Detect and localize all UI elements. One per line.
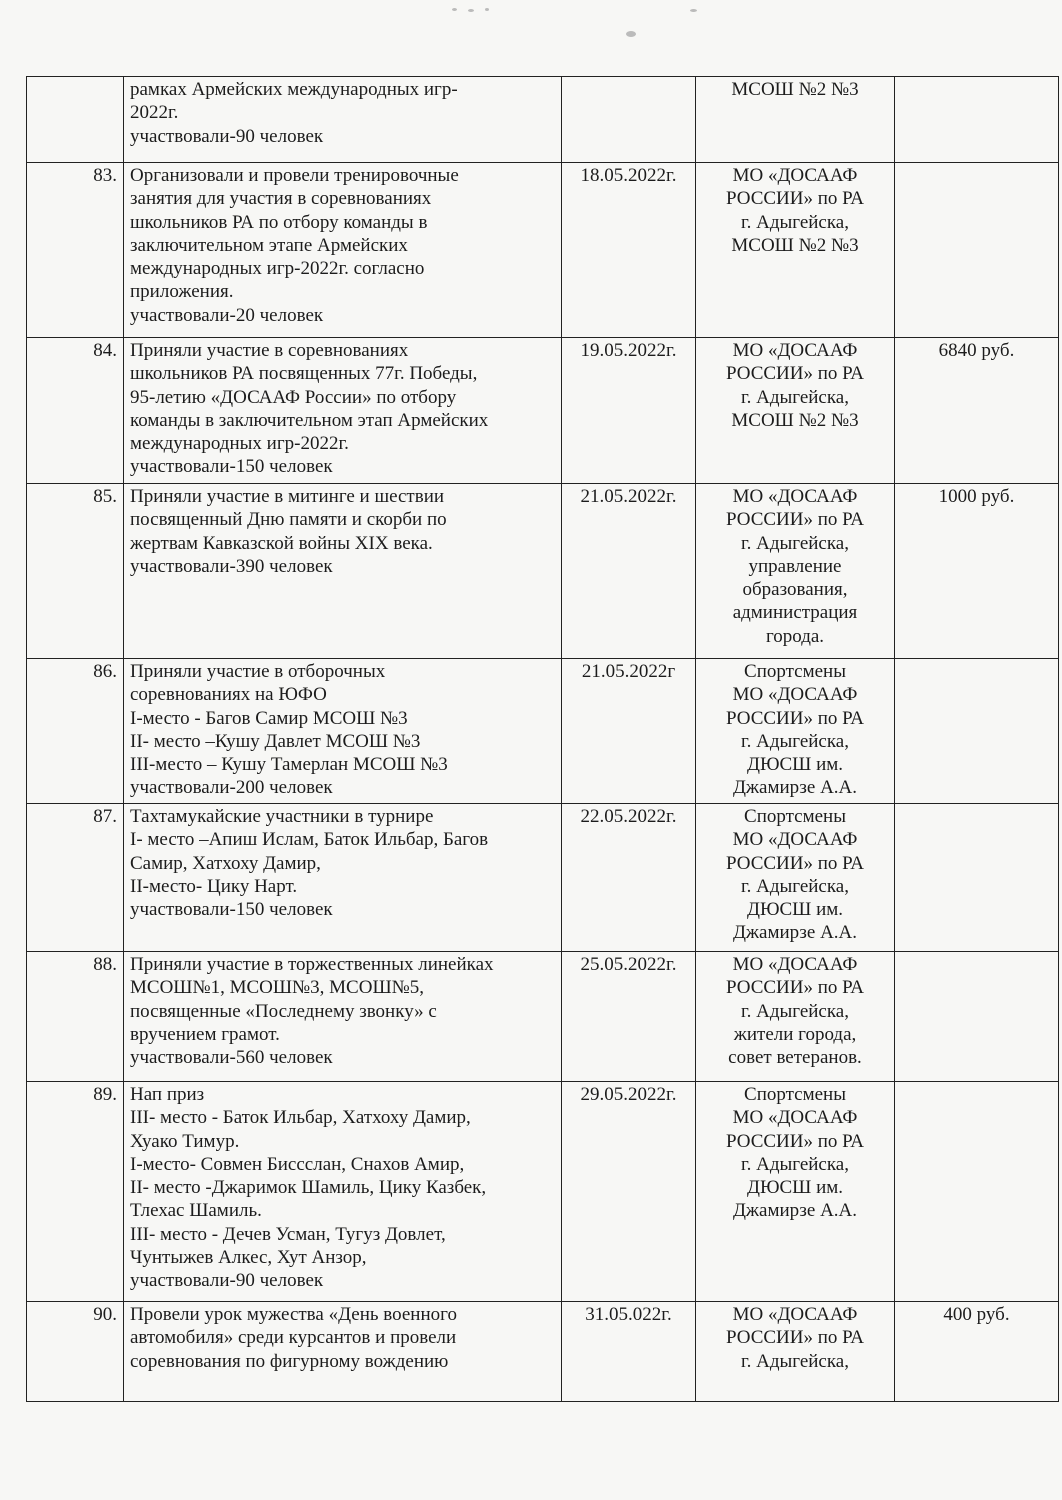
event-organizers	[696, 659, 895, 804]
description-line: международных игр-2022г.	[130, 433, 349, 455]
event-organizers	[696, 77, 895, 163]
description-line: автомобиля» среди курсантов и провели	[130, 1327, 457, 1349]
organizer-line: РОССИИ» по РА	[725, 1130, 865, 1152]
description-line: международных игр-2022г. согласно	[130, 258, 425, 280]
description-line: I- место –Апиш Ислам, Баток Ильбар, Багов	[130, 829, 489, 851]
organizer-line: г. Адыгейска,	[740, 386, 849, 408]
description-line: Чунтыжев Алкес, Хут Анзор,	[130, 1247, 367, 1269]
event-date: 22.05.2022г.	[562, 804, 696, 952]
organizer-line: г. Адыгейска,	[740, 1350, 849, 1372]
row-number: 90.	[27, 1302, 124, 1402]
row-number	[27, 77, 124, 163]
funding-amount	[895, 1082, 1059, 1302]
description-line: Приняли участие в отборочных	[130, 661, 386, 682]
funding-amount	[895, 77, 1059, 163]
event-description	[124, 952, 562, 1082]
description-line: 2022г.	[130, 102, 179, 124]
description-line: соревнования по фигурному вождению	[130, 1350, 449, 1372]
organizer-line: Джамирзе А.А.	[732, 922, 858, 944]
table-row	[27, 1302, 1059, 1402]
description-line: 95-летию «ДОСААФ России» по отбору	[130, 386, 457, 408]
description-line: Организовали и провели тренировочные	[130, 165, 459, 186]
row-number: 86.	[27, 659, 124, 804]
funding-amount	[895, 804, 1059, 952]
row-number: 84.	[27, 338, 124, 484]
organizer-line: г. Адыгейска,	[740, 1000, 849, 1022]
organizer-line: МО «ДОСААФ	[732, 165, 858, 186]
organizer-line: МО «ДОСААФ	[732, 1304, 858, 1325]
event-date	[562, 77, 696, 163]
description-line: МСОШ№1, МСОШ№3, МСОШ№5,	[130, 977, 424, 999]
description-line: III- место - Дечев Усман, Тугуз Довлет,	[130, 1223, 446, 1245]
description-line: участвовали-200 человек	[130, 777, 333, 799]
table-row	[27, 952, 1059, 1082]
row-number: 89.	[27, 1082, 124, 1302]
organizer-line: РОССИИ» по РА	[725, 852, 865, 874]
events-table-body	[27, 77, 1059, 1402]
description-line: участвовали-150 человек	[130, 456, 333, 478]
funding-amount: 1000 руб.	[895, 484, 1059, 659]
funding-amount	[895, 163, 1059, 338]
organizer-line: Джамирзе А.А.	[732, 1200, 858, 1222]
organizer-line: администрация	[732, 602, 858, 624]
organizer-line: Спортсмены	[744, 1084, 846, 1105]
organizer-line: РОССИИ» по РА	[725, 977, 865, 999]
organizer-line: Джамирзе А.А.	[732, 777, 858, 799]
description-line: Нап приз	[130, 1084, 205, 1105]
description-line: III-место – Кушу Тамерлан МСОШ №3	[130, 754, 448, 776]
event-date: 25.05.2022г.	[562, 952, 696, 1082]
row-number: 87.	[27, 804, 124, 952]
events-table	[26, 76, 1059, 1402]
organizer-line: РОССИИ» по РА	[725, 188, 865, 210]
event-organizers	[696, 804, 895, 952]
event-date: 31.05.022г.	[562, 1302, 696, 1402]
organizer-line: РОССИИ» по РА	[725, 1327, 865, 1349]
table-row	[27, 804, 1059, 952]
description-line: Приняли участие в торжественных линейках	[130, 954, 494, 975]
organizer-line: МО «ДОСААФ	[732, 684, 858, 706]
event-description	[124, 804, 562, 952]
event-organizers	[696, 338, 895, 484]
event-description	[124, 77, 562, 163]
description-line: II- место –Кушу Давлет МСОШ №3	[130, 730, 421, 752]
organizer-line: Спортсмены	[744, 661, 846, 682]
table-row	[27, 1082, 1059, 1302]
description-line: II- место -Джаримок Шамиль, Цику Казбек,	[130, 1177, 487, 1199]
description-line: Провели урок мужества «День военного	[130, 1304, 457, 1325]
organizer-line: г. Адыгейска,	[740, 1153, 849, 1175]
description-line: Приняли участие в соревнованиях	[130, 340, 409, 361]
description-line: Приняли участие в митинге и шествии	[130, 486, 445, 507]
description-line: рамках Армейских международных игр-	[130, 79, 458, 100]
event-description	[124, 1302, 562, 1402]
organizer-line: ДЮСШ им.	[746, 754, 844, 776]
organizer-line: г. Адыгейска,	[740, 875, 849, 897]
organizer-line: РОССИИ» по РА	[725, 707, 865, 729]
event-organizers	[696, 1082, 895, 1302]
organizer-line: МО «ДОСААФ	[732, 1107, 858, 1129]
organizer-line: Спортсмены	[744, 806, 846, 827]
scan-speck	[626, 31, 636, 37]
event-date: 21.05.2022г	[562, 659, 696, 804]
organizer-line: РОССИИ» по РА	[725, 363, 865, 385]
scan-speck	[690, 9, 697, 12]
funding-amount: 6840 руб.	[895, 338, 1059, 484]
organizer-line: г. Адыгейска,	[740, 730, 849, 752]
table-row	[27, 338, 1059, 484]
organizer-line: МО «ДОСААФ	[732, 829, 858, 851]
organizer-line: ДЮСШ им.	[746, 899, 844, 921]
description-line: соревнованиях на ЮФО	[130, 684, 327, 706]
scan-speck	[468, 9, 474, 12]
table-row	[27, 163, 1059, 338]
table-row	[27, 659, 1059, 804]
organizer-line: МСОШ №2 №3	[731, 234, 859, 256]
event-description	[124, 163, 562, 338]
funding-amount	[895, 659, 1059, 804]
table-row	[27, 484, 1059, 659]
description-line: Тлехас Шамиль.	[130, 1200, 262, 1222]
event-description	[124, 659, 562, 804]
organizer-line: г. Адыгейска,	[740, 532, 849, 554]
organizer-line: МО «ДОСААФ	[732, 486, 858, 507]
description-line: жертвам Кавказской войны XIX века.	[130, 532, 433, 554]
description-line: заключительном этапе Армейских	[130, 234, 408, 256]
scan-speck	[452, 8, 457, 11]
organizer-line: образования,	[742, 579, 848, 601]
description-line: участвовали-150 человек	[130, 899, 333, 921]
description-line: участвовали-90 человек	[130, 125, 324, 147]
funding-amount: 400 руб.	[895, 1302, 1059, 1402]
description-line: III- место - Баток Ильбар, Хатхоху Дамир,	[130, 1107, 471, 1129]
description-line: участвовали-20 человек	[130, 304, 324, 326]
organizer-line: совет ветеранов.	[728, 1047, 862, 1069]
event-date: 18.05.2022г.	[562, 163, 696, 338]
organizer-line: жители города,	[733, 1023, 857, 1045]
organizer-line: МСОШ №2 №3	[731, 409, 859, 431]
funding-amount	[895, 952, 1059, 1082]
event-organizers	[696, 952, 895, 1082]
description-line: участвовали-390 человек	[130, 555, 333, 577]
description-line: участвовали-90 человек	[130, 1270, 324, 1292]
description-line: участвовали-560 человек	[130, 1047, 333, 1069]
description-line: Тахтамукайские участники в турнире	[130, 806, 434, 827]
description-line: школьников РА посвященных 77г. Победы,	[130, 363, 478, 385]
description-line: Самир, Хатхоху Дамир,	[130, 852, 321, 874]
row-number: 85.	[27, 484, 124, 659]
description-line: II-место- Цику Нарт.	[130, 875, 298, 897]
event-description	[124, 1082, 562, 1302]
description-line: Хуако Тимур.	[130, 1130, 240, 1152]
organizer-line: ДЮСШ им.	[746, 1177, 844, 1199]
event-description	[124, 338, 562, 484]
organizer-line: г. Адыгейска,	[740, 211, 849, 233]
row-number: 88.	[27, 952, 124, 1082]
description-line: посвященные «Последнему звонку» с	[130, 1000, 437, 1022]
event-organizers	[696, 1302, 895, 1402]
scan-speck	[485, 8, 489, 11]
organizer-line: МСОШ №2 №3	[731, 79, 859, 100]
table-row	[27, 77, 1059, 163]
event-description	[124, 484, 562, 659]
description-line: приложения.	[130, 281, 234, 303]
description-line: посвященный Дню памяти и скорби по	[130, 509, 447, 531]
organizer-line: управление	[748, 555, 842, 577]
event-date: 19.05.2022г.	[562, 338, 696, 484]
event-organizers	[696, 163, 895, 338]
organizer-line: РОССИИ» по РА	[725, 509, 865, 531]
organizer-line: города.	[765, 625, 825, 647]
event-date: 21.05.2022г.	[562, 484, 696, 659]
description-line: вручением грамот.	[130, 1023, 280, 1045]
description-line: команды в заключительном этап Армейских	[130, 409, 489, 431]
description-line: I-место - Багов Самир МСОШ №3	[130, 707, 408, 729]
event-date: 29.05.2022г.	[562, 1082, 696, 1302]
organizer-line: МО «ДОСААФ	[732, 954, 858, 975]
event-organizers	[696, 484, 895, 659]
row-number: 83.	[27, 163, 124, 338]
description-line: школьников РА по отбору команды в	[130, 211, 428, 233]
description-line: I-место- Совмен Бисcслан, Снахов Амир,	[130, 1153, 465, 1175]
description-line: занятия для участия в соревнованиях	[130, 188, 432, 210]
organizer-line: МО «ДОСААФ	[732, 340, 858, 361]
